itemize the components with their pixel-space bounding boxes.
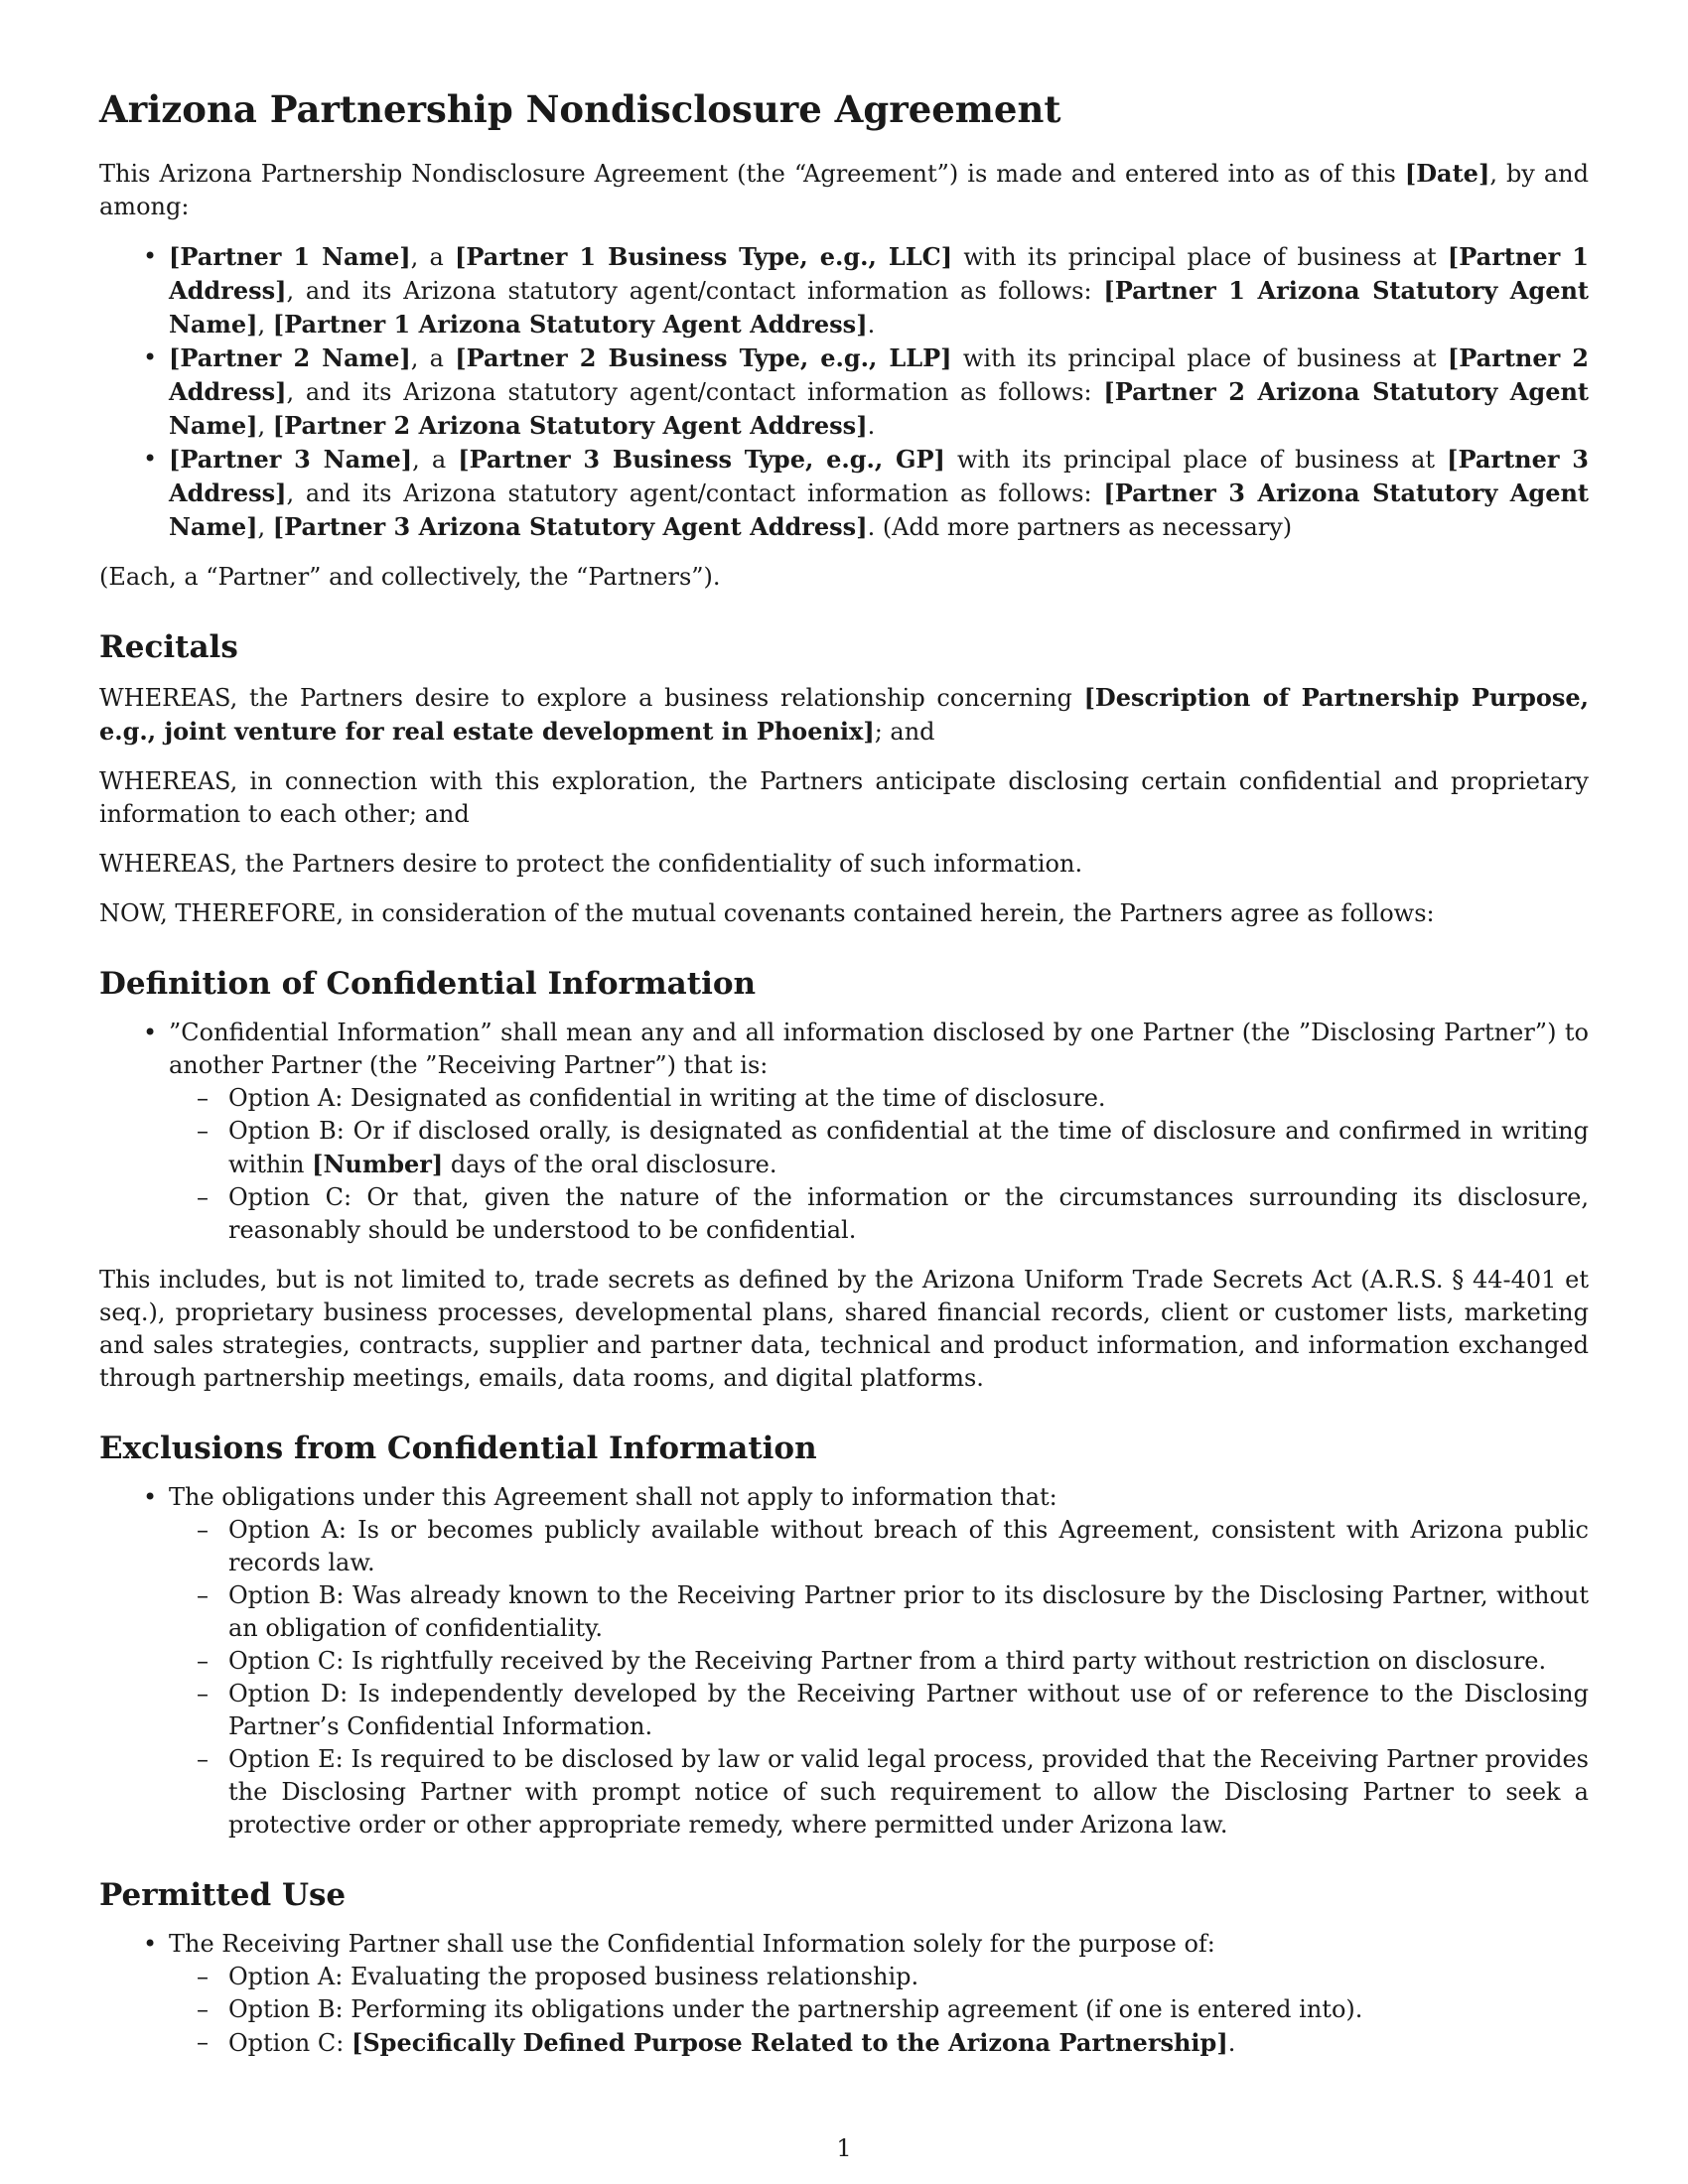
option-item: – Option D: Is independently developed by the Receiving Partner without use of or reference to the Disclosing Partner’s Confidential Information. — [228, 1678, 1589, 1743]
exclusions-list — [99, 1481, 1589, 1842]
text: Option B: Or if disclosed orally, is designated as confidential at the time of disclosure and confirmed in writing within — [228, 1116, 1589, 1178]
list-item — [169, 1928, 1589, 2060]
number-placeholder: [Number] — [312, 1149, 444, 1178]
option-item: – Option C: Or that, given the nature of the information or the circumstances surrounding its disclosure, reasonably should be understood to be confidential. — [228, 1181, 1589, 1247]
text: with its principal place of business at — [952, 243, 1448, 272]
option-item: – Option E: Is required to be disclosed by law or valid legal process, provided that the Receiving Partner provides the Disclosing Partner with prompt notice of such requirement to allow the Disclosing Partner to seek a protective order or other appropriate remedy, where permitted under Arizona law. — [228, 1743, 1589, 1842]
permitted-options — [169, 1961, 1589, 2060]
partner-agent-name: [Partner 1 Arizona Statutory Agent Name] — [169, 276, 1590, 340]
recital-paragraph: WHEREAS, the Partners desire to protect the confidentiality of such information. — [99, 849, 1083, 878]
text: The Receiving Partner shall use the Confidential Information solely for the purpose of: — [169, 1930, 1215, 1959]
recital-paragraph: NOW, THEREFORE, in consideration of the mutual covenants contained herein, the Partners agree as follows: — [99, 898, 1435, 927]
partner-name: [Partner 1 Name] — [169, 242, 411, 272]
partner-name: [Partner 2 Name] — [169, 343, 411, 373]
exclusion-options — [169, 1514, 1589, 1842]
text: . (Add more partners as necessary) — [867, 513, 1293, 542]
text: . — [1227, 2029, 1236, 2058]
purpose-placeholder: [Description of Partnership Purpose, e.g., joint venture for real estate development in Phoenix] — [99, 682, 1589, 746]
recital-paragraph — [99, 681, 1589, 749]
partner-address: [Partner 1 Address] — [169, 242, 1589, 306]
partner-business-type: [Partner 2 Business Type, e.g., LLP] — [455, 343, 952, 373]
text: . — [867, 412, 876, 441]
purpose-placeholder: [Specifically Defined Purpose Related to the Arizona Partnership] — [351, 2028, 1228, 2058]
text: , — [257, 513, 273, 542]
option-item: – Option B: Performing its obligations under the partnership agreement (if one is entered into). — [228, 1993, 1589, 2026]
partner-agent-name: [Partner 3 Arizona Statutory Agent Name] — [169, 478, 1590, 542]
list-item — [169, 1017, 1589, 1247]
text: with its principal place of business at — [944, 446, 1448, 475]
option-item: – Option A: Designated as confidential in writing at the time of disclosure. — [228, 1082, 1589, 1115]
text: , and its Arizona statutory agent/contact information as follows: — [286, 277, 1104, 306]
text: Option C: — [228, 2029, 352, 2058]
intro-text-end: , by and among: — [99, 160, 1589, 221]
intro-text: This Arizona Partnership Nondisclosure Agreement (the “Agreement”) is made and entered into as of this — [99, 160, 1405, 189]
partner-agent-address: [Partner 1 Arizona Statutory Agent Address] — [272, 310, 868, 340]
partner-business-type: [Partner 3 Business Type, e.g., GP] — [458, 445, 945, 475]
option-item — [228, 1115, 1589, 1181]
partner-agent-address: [Partner 3 Arizona Statutory Agent Address] — [272, 512, 868, 542]
partner-item — [169, 443, 1589, 544]
permitted-use-list — [99, 1928, 1589, 2060]
text: The obligations under this Agreement shall not apply to information that: — [169, 1482, 1057, 1511]
text: , a — [410, 243, 456, 272]
text: ; and — [874, 717, 935, 746]
option-item: – Option B: Was already known to the Receiving Partner prior to its disclosure by the Disclosing Partner, without an obligation of confidentiality. — [228, 1579, 1589, 1645]
text: , a — [410, 344, 456, 373]
text: WHEREAS, the Partners desire to explore a business relationship concerning — [99, 683, 1084, 712]
partner-name: [Partner 3 Name] — [169, 445, 413, 475]
each-partner-definition: (Each, a “Partner” and collectively, the “Partners”). — [99, 563, 721, 592]
partner-agent-address: [Partner 2 Arizona Statutory Agent Address] — [272, 411, 868, 441]
partner-item — [169, 240, 1589, 341]
document-title: Arizona Partnership Nondisclosure Agreement — [99, 87, 1061, 131]
option-item: – Option A: Is or becomes publicly available without breach of this Agreement, consistent with Arizona public records law. — [228, 1514, 1589, 1579]
text: , — [257, 412, 273, 441]
definition-options — [169, 1082, 1589, 1247]
partner-list — [99, 240, 1589, 544]
recital-paragraph: WHEREAS, in connection with this exploration, the Partners anticipate disclosing certain confidential and proprietary information to each other; and — [99, 766, 1589, 828]
definition-heading: Definition of Confidential Information — [99, 965, 757, 1002]
partner-address: [Partner 2 Address] — [169, 343, 1590, 407]
date-placeholder: [Date] — [1404, 159, 1490, 189]
partner-agent-name: [Partner 2 Arizona Statutory Agent Name] — [169, 377, 1590, 441]
page-number: 1 — [836, 2134, 852, 2162]
partner-item — [169, 341, 1589, 443]
text: days of the oral disclosure. — [443, 1150, 777, 1178]
definition-list — [99, 1017, 1589, 1247]
intro-paragraph — [99, 157, 1589, 223]
partner-address: [Partner 3 Address] — [169, 445, 1589, 508]
text: , a — [412, 446, 459, 475]
text: , and its Arizona statutory agent/contact information as follows: — [286, 479, 1104, 508]
text: , — [257, 311, 273, 340]
permitted-use-heading: Permitted Use — [99, 1876, 347, 1913]
recitals-heading: Recitals — [99, 629, 238, 666]
document-page — [99, 87, 1589, 2077]
text: , and its Arizona statutory agent/contact information as follows: — [286, 378, 1104, 407]
definition-includes: This includes, but is not limited to, trade secrets as defined by the Arizona Uniform Trade Secrets Act (A.R.S. § 44-401 et seq.), proprietary business processes, developmental plans, shared financial records, client or customer lists, marketing and sales strategies, contracts, supplier and partner data, technical and product information, and information exchanged through partnership meetings, emails, data rooms, and digital platforms. — [99, 1265, 1589, 1392]
option-item — [228, 2026, 1589, 2060]
exclusions-heading: Exclusions from Confidential Information — [99, 1430, 817, 1466]
partner-business-type: [Partner 1 Business Type, e.g., LLC] — [455, 242, 953, 272]
text: ”Confidential Information” shall mean any and all information disclosed by one Partner (the ”Disclosing Partner”) to another Partner (the ”Receiving Partner”) that is: — [169, 1018, 1589, 1079]
option-item: – Option C: Is rightfully received by the Receiving Partner from a third party without restriction on disclosure. — [228, 1645, 1589, 1678]
text: . — [867, 311, 876, 340]
list-item — [169, 1481, 1589, 1842]
option-item: – Option A: Evaluating the proposed business relationship. — [228, 1961, 1589, 1993]
text: with its principal place of business at — [951, 344, 1448, 373]
